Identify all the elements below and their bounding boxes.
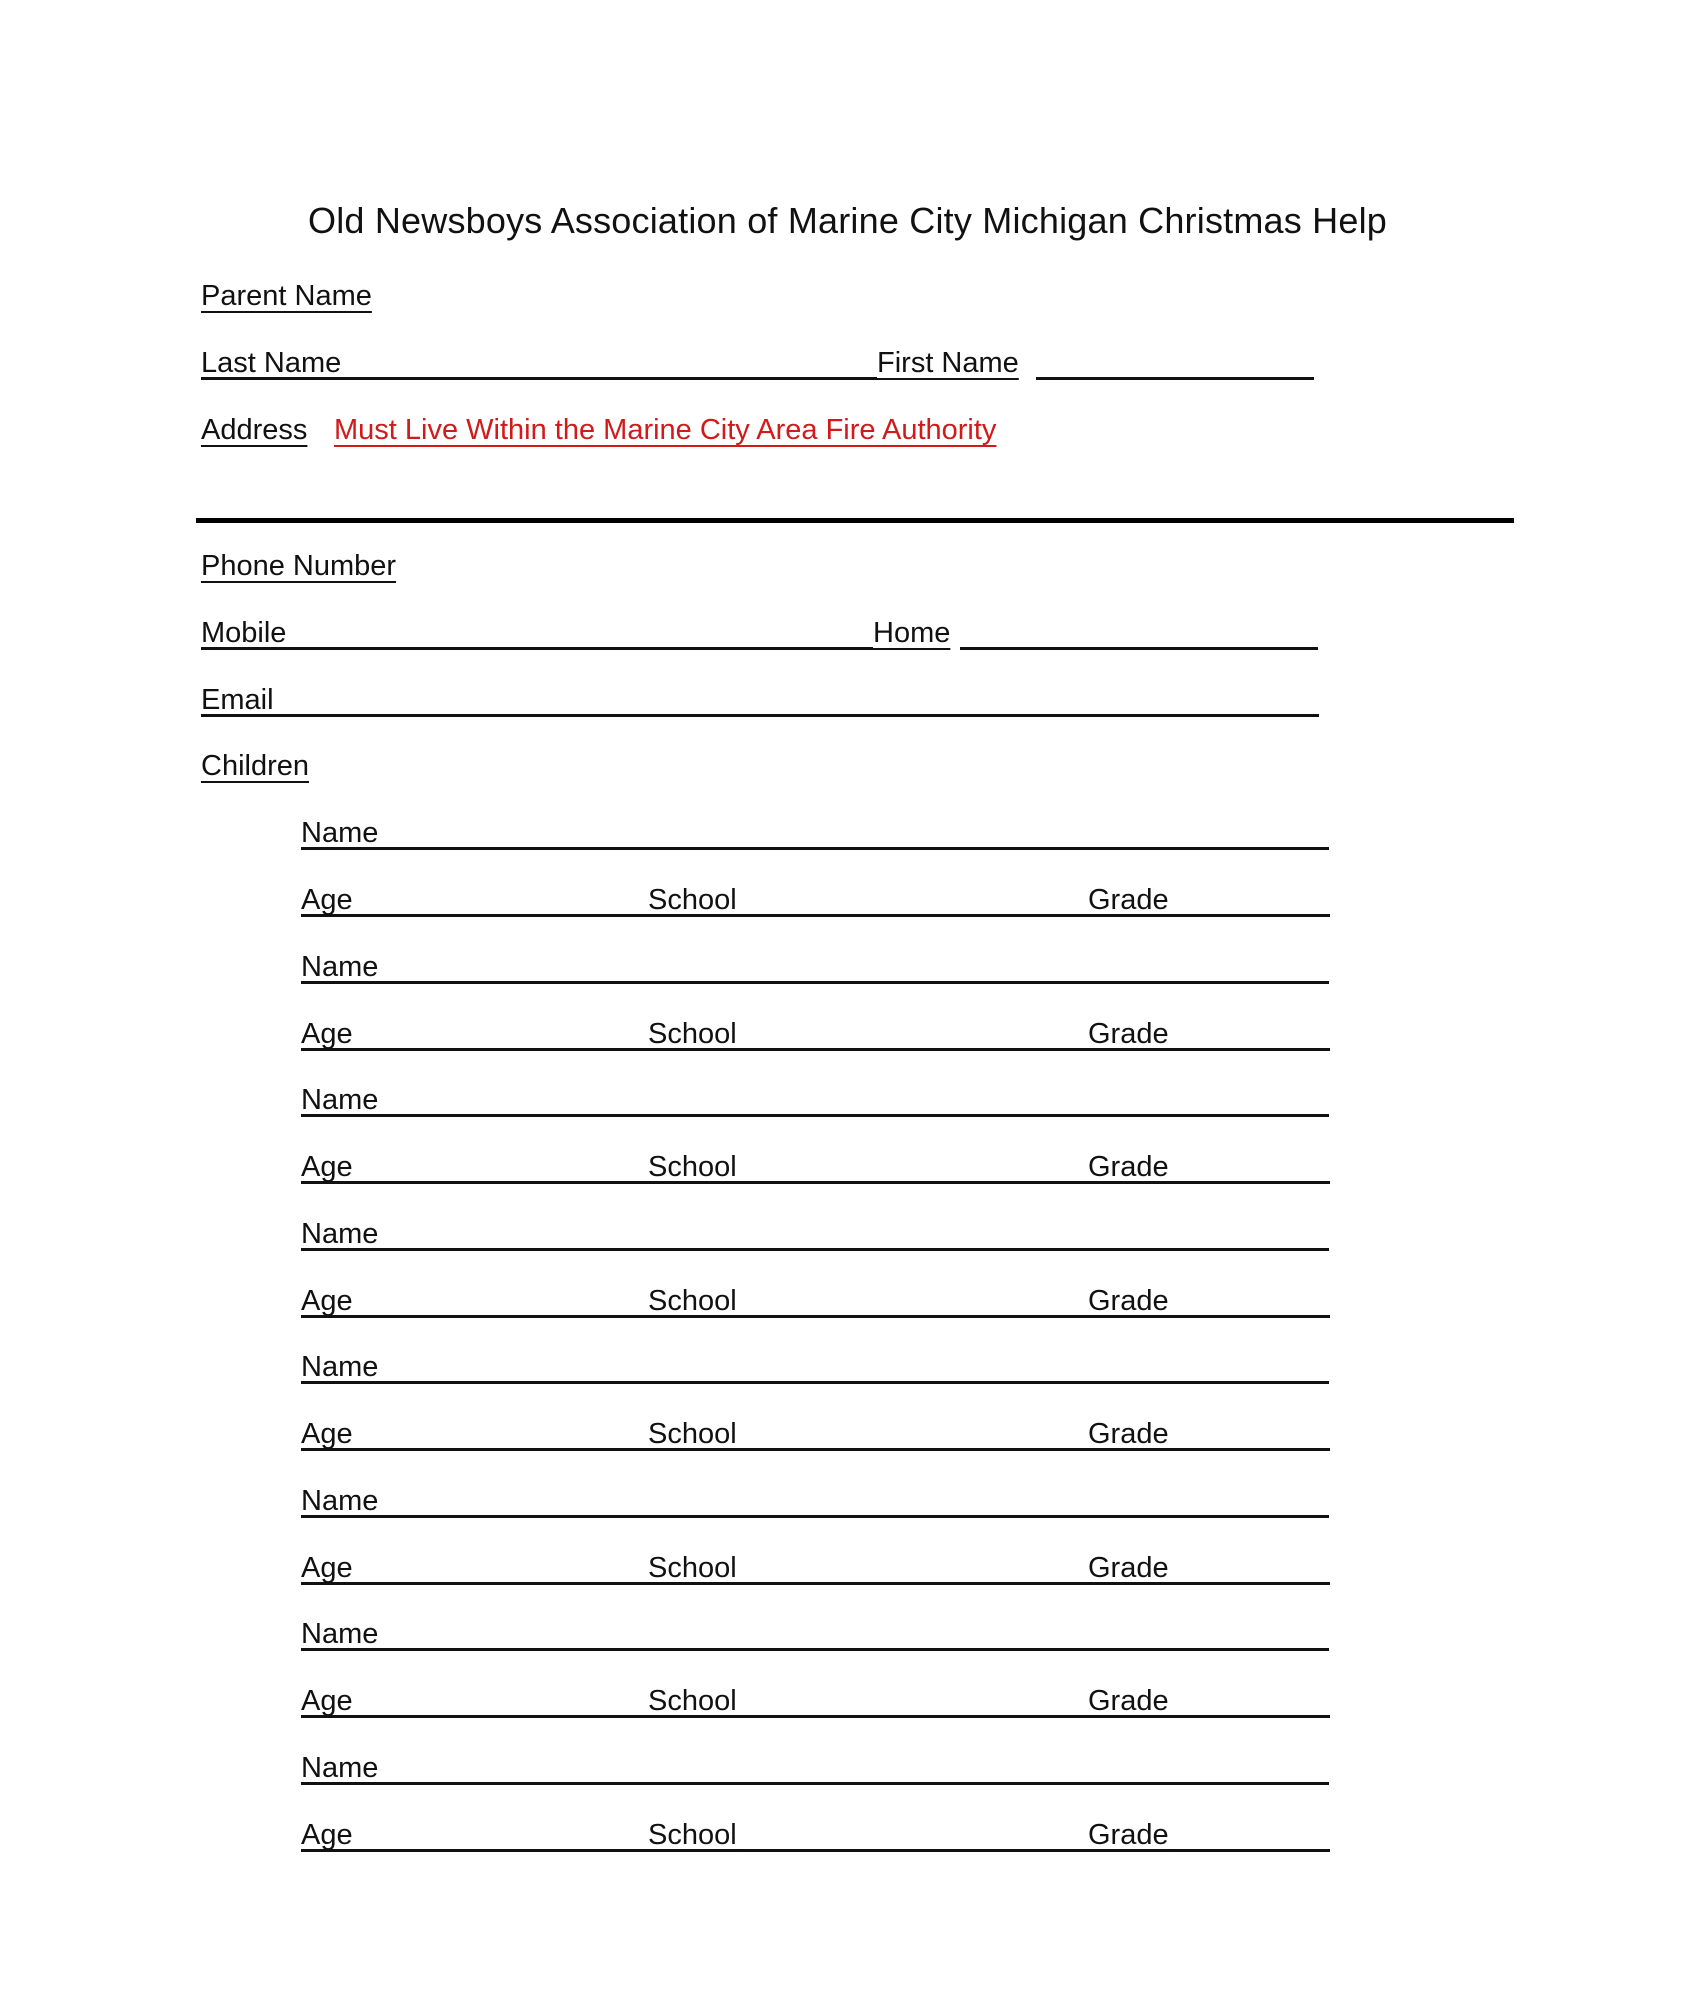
child-grade-input[interactable] [1180, 1683, 1333, 1715]
child-age-label: Age [301, 1151, 353, 1183]
child-name-label: Name [301, 951, 379, 983]
child-age-underline [301, 1582, 1330, 1585]
child-age-underline [301, 1181, 1330, 1184]
child-grade-label: Grade [1088, 1819, 1169, 1851]
phone-number-heading: Phone Number [201, 550, 397, 582]
child-age-input[interactable] [360, 1149, 648, 1181]
child-school-label: School [648, 884, 737, 916]
child-name-input[interactable] [395, 949, 1333, 981]
child-name-underline [301, 1114, 1329, 1117]
child-age-input[interactable] [360, 1683, 648, 1715]
child-name-underline [301, 1648, 1329, 1651]
child-age-underline [301, 1715, 1330, 1718]
last-name-underline [201, 377, 877, 380]
child-name-label: Name [301, 817, 379, 849]
child-school-label: School [648, 1552, 737, 1584]
address-line-rule [196, 518, 1514, 523]
mobile-label: Mobile [201, 617, 287, 649]
child-age-underline [301, 1849, 1330, 1852]
child-age-input[interactable] [360, 1550, 648, 1582]
address-input[interactable] [201, 478, 1509, 510]
child-school-input[interactable] [752, 1416, 1090, 1448]
child-name-input[interactable] [395, 1349, 1333, 1381]
child-grade-input[interactable] [1180, 1283, 1333, 1315]
child-name-label: Name [301, 1084, 379, 1116]
child-name-underline [301, 1515, 1329, 1518]
home-label: Home [873, 617, 951, 649]
child-school-label: School [648, 1151, 737, 1183]
first-name-label: First Name [877, 347, 1019, 379]
child-grade-label: Grade [1088, 1151, 1169, 1183]
child-school-input[interactable] [752, 1016, 1090, 1048]
child-grade-input[interactable] [1180, 1550, 1333, 1582]
child-age-label: Age [301, 1418, 353, 1450]
child-name-label: Name [301, 1351, 379, 1383]
child-grade-label: Grade [1088, 884, 1169, 916]
address-requirement-note: Must Live Within the Marine City Area Fire Authority [334, 414, 997, 446]
address-label: Address [201, 414, 308, 446]
child-name-underline [301, 847, 1329, 850]
child-name-label: Name [301, 1218, 379, 1250]
child-age-input[interactable] [360, 1817, 648, 1849]
child-grade-label: Grade [1088, 1552, 1169, 1584]
first-name-input[interactable] [1040, 345, 1318, 377]
child-school-label: School [648, 1018, 737, 1050]
child-grade-input[interactable] [1180, 1817, 1333, 1849]
home-underline [960, 647, 1318, 650]
child-grade-label: Grade [1088, 1418, 1169, 1450]
child-school-input[interactable] [752, 1683, 1090, 1715]
child-name-label: Name [301, 1485, 379, 1517]
child-age-input[interactable] [360, 1016, 648, 1048]
child-age-label: Age [301, 884, 353, 916]
child-age-label: Age [301, 1285, 353, 1317]
mobile-input[interactable] [305, 615, 873, 647]
child-name-label: Name [301, 1752, 379, 1784]
parent-name-heading: Parent Name [201, 280, 372, 312]
child-name-underline [301, 1782, 1329, 1785]
last-name-input[interactable] [360, 345, 868, 377]
child-school-input[interactable] [752, 1283, 1090, 1315]
child-grade-input[interactable] [1180, 1416, 1333, 1448]
child-age-underline [301, 914, 1330, 917]
child-name-input[interactable] [395, 815, 1333, 847]
child-grade-input[interactable] [1180, 1016, 1333, 1048]
email-underline [201, 714, 1319, 717]
child-school-label: School [648, 1285, 737, 1317]
child-school-input[interactable] [752, 1550, 1090, 1582]
child-name-input[interactable] [395, 1616, 1333, 1648]
form-title: Old Newsboys Association of Marine City Michigan Christmas Help [308, 200, 1387, 241]
email-label: Email [201, 684, 274, 716]
child-age-input[interactable] [360, 1416, 648, 1448]
email-input[interactable] [290, 682, 1323, 714]
child-name-input[interactable] [395, 1483, 1333, 1515]
home-input[interactable] [965, 615, 1323, 647]
child-age-underline [301, 1315, 1330, 1318]
child-name-input[interactable] [395, 1082, 1333, 1114]
first-name-underline [1036, 377, 1314, 380]
child-age-underline [301, 1448, 1330, 1451]
child-age-input[interactable] [360, 882, 648, 914]
child-grade-label: Grade [1088, 1685, 1169, 1717]
child-grade-label: Grade [1088, 1285, 1169, 1317]
child-age-label: Age [301, 1552, 353, 1584]
child-grade-label: Grade [1088, 1018, 1169, 1050]
child-school-input[interactable] [752, 1817, 1090, 1849]
child-school-label: School [648, 1685, 737, 1717]
child-school-input[interactable] [752, 1149, 1090, 1181]
child-name-input[interactable] [395, 1216, 1333, 1248]
children-heading: Children [201, 750, 309, 782]
child-name-underline [301, 981, 1329, 984]
child-age-label: Age [301, 1018, 353, 1050]
child-grade-input[interactable] [1180, 882, 1333, 914]
mobile-underline [201, 647, 873, 650]
child-name-underline [301, 1248, 1329, 1251]
child-school-label: School [648, 1819, 737, 1851]
child-name-input[interactable] [395, 1750, 1333, 1782]
child-name-underline [301, 1381, 1329, 1384]
child-school-label: School [648, 1418, 737, 1450]
last-name-label: Last Name [201, 347, 342, 379]
child-name-label: Name [301, 1618, 379, 1650]
child-school-input[interactable] [752, 882, 1090, 914]
child-age-underline [301, 1048, 1330, 1051]
child-grade-input[interactable] [1180, 1149, 1333, 1181]
child-age-input[interactable] [360, 1283, 648, 1315]
child-age-label: Age [301, 1819, 353, 1851]
child-age-label: Age [301, 1685, 353, 1717]
